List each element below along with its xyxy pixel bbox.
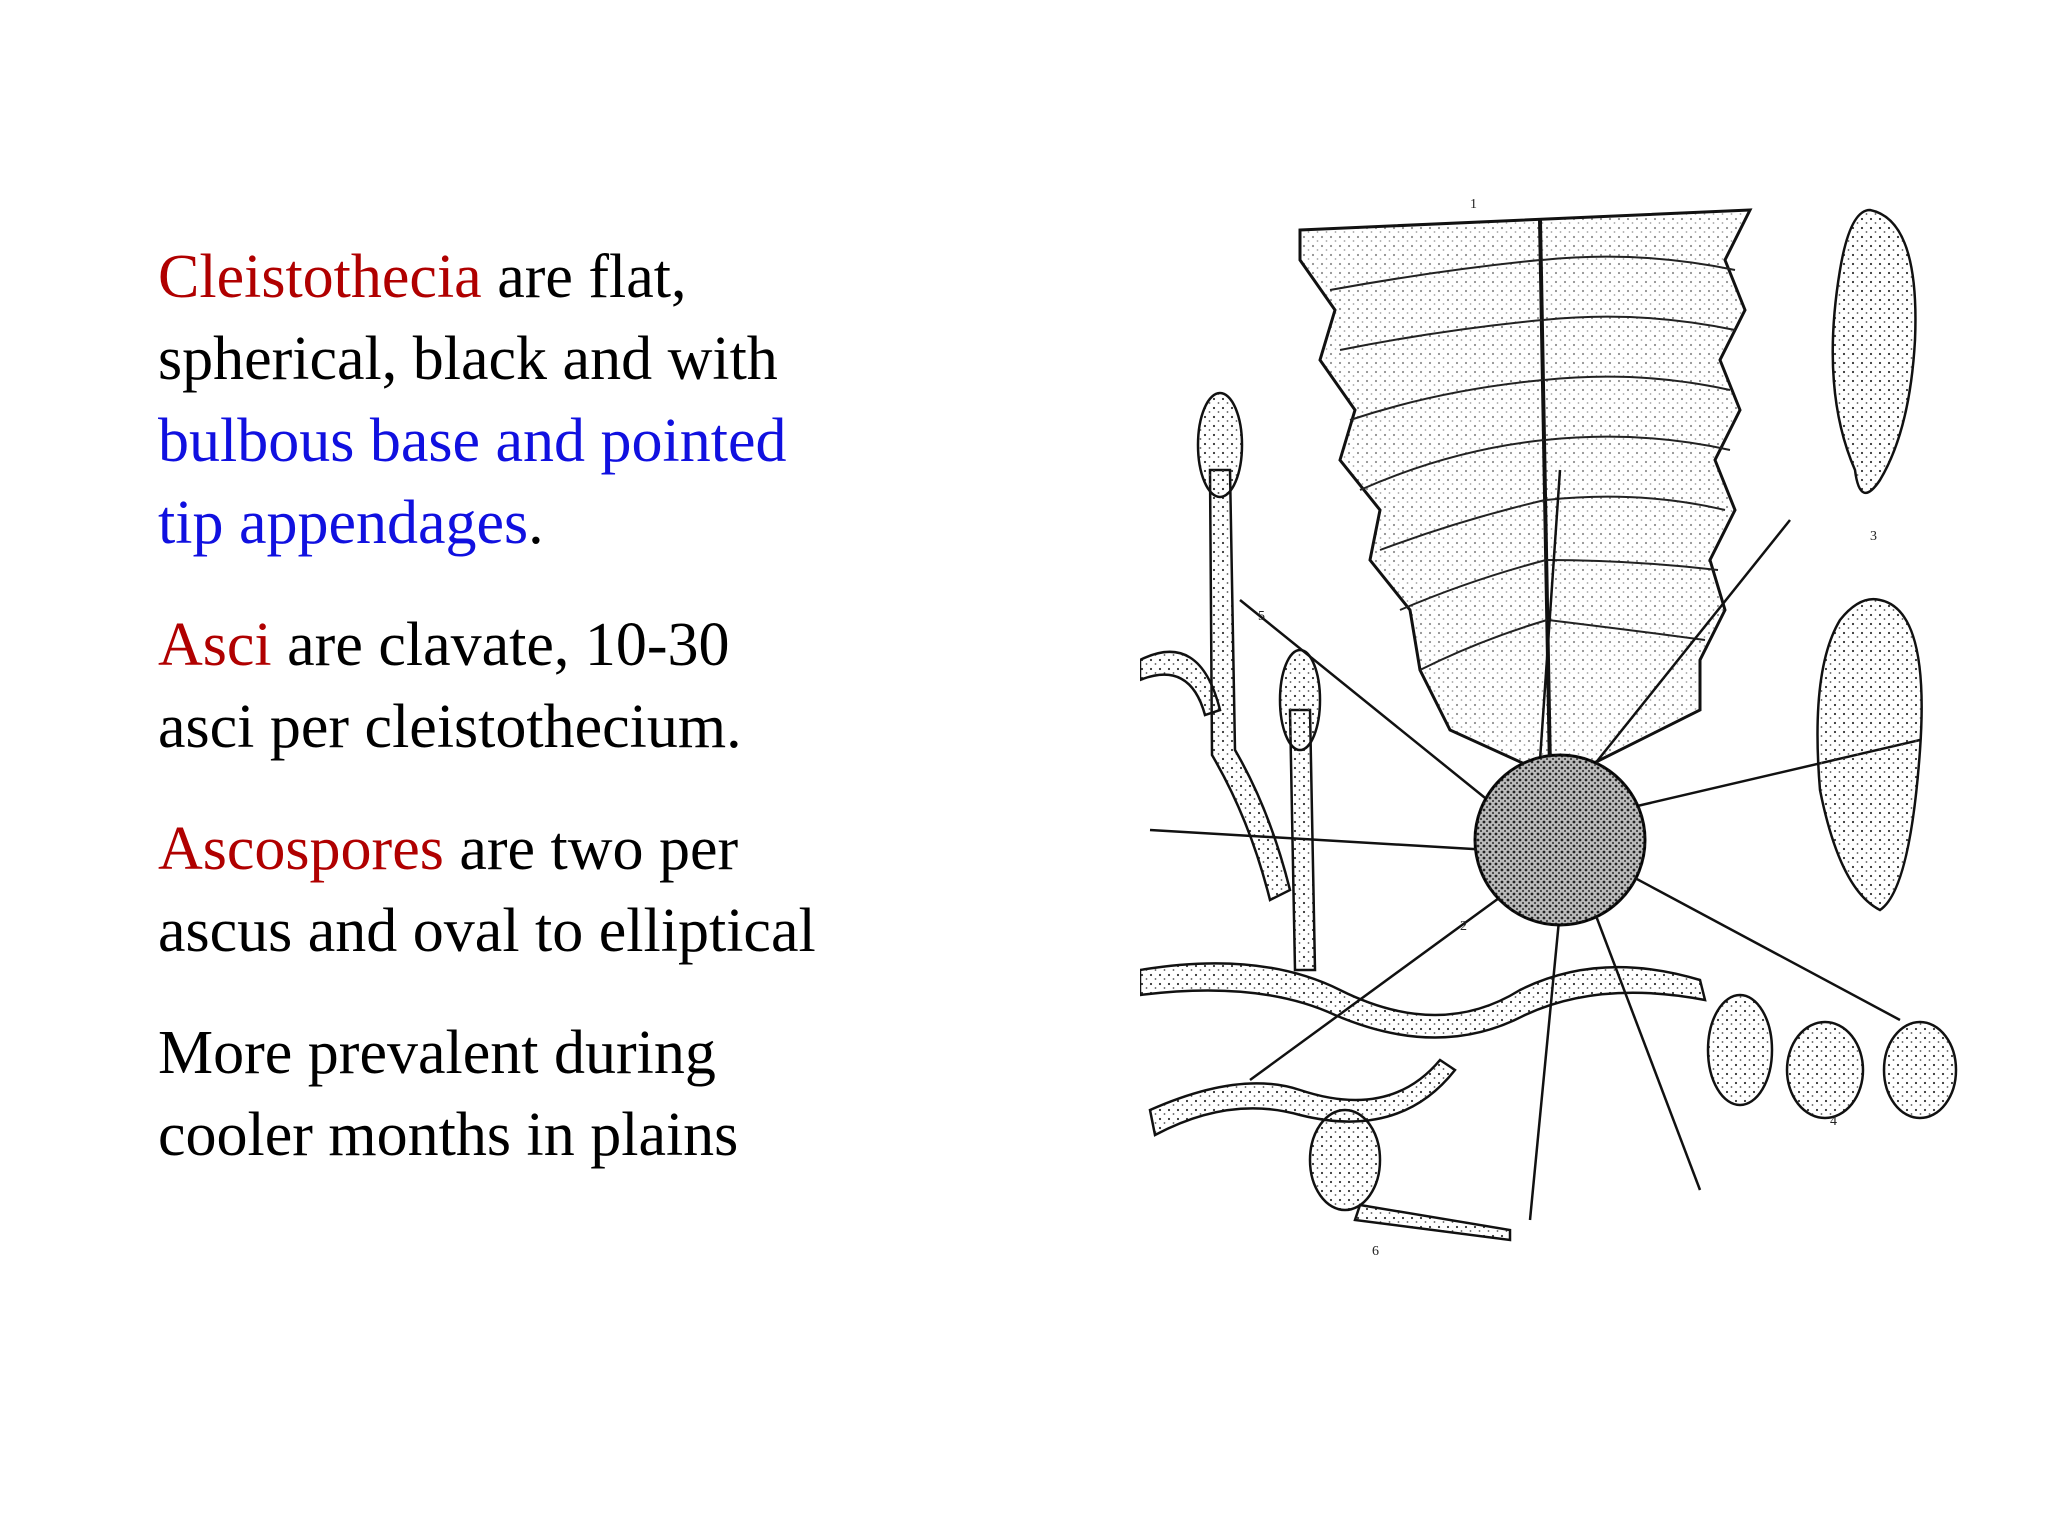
term-asci: Asci bbox=[158, 611, 272, 679]
asci-drawing bbox=[1818, 210, 1922, 910]
text: cooler months in plains bbox=[158, 1101, 739, 1169]
figure-label: 1 bbox=[1470, 197, 1477, 212]
paragraph-prevalence bbox=[158, 1012, 958, 1176]
figure-label: 3 bbox=[1870, 529, 1877, 544]
paragraph-cleistothecia bbox=[158, 236, 958, 564]
slide-text bbox=[158, 236, 958, 1216]
text: ascus and oval to elliptical bbox=[158, 897, 816, 965]
term-cleistothecia: Cleistothecia bbox=[158, 243, 482, 311]
term-ascospores: Ascospores bbox=[158, 815, 444, 883]
fungus-illustration bbox=[1140, 190, 1960, 1270]
illustration-svg bbox=[1140, 190, 1960, 1270]
conidium-drawing bbox=[1198, 393, 1242, 497]
text: More prevalent during bbox=[158, 1019, 716, 1087]
figure-label: 6 bbox=[1372, 1244, 1379, 1259]
text: asci per cleistothecium. bbox=[158, 693, 742, 761]
figure-label: 2 bbox=[1460, 919, 1467, 934]
conidium-drawing bbox=[1280, 650, 1320, 750]
highlight-appendages: bulbous base and pointed bbox=[158, 407, 787, 475]
figure-label: 5 bbox=[1258, 609, 1265, 624]
paragraph-ascospores bbox=[158, 808, 958, 972]
text: are clavate, 10-30 bbox=[271, 611, 730, 679]
text: spherical, black and with bbox=[158, 325, 778, 393]
highlight-appendages: tip appendages bbox=[158, 489, 529, 557]
cleistothecium-drawing bbox=[1475, 755, 1645, 925]
leaf-drawing bbox=[1300, 210, 1750, 780]
paragraph-asci bbox=[158, 604, 958, 768]
figure-label: 4 bbox=[1830, 1114, 1837, 1129]
text: are two per bbox=[443, 815, 739, 883]
text: are flat, bbox=[481, 243, 687, 311]
period: . bbox=[528, 489, 544, 557]
